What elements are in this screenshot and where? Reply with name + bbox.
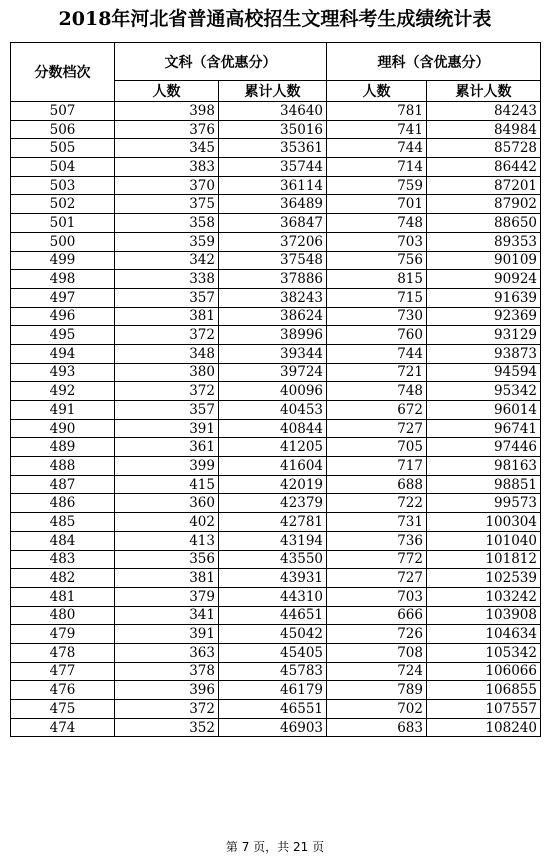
like-cumulative-cell: 108240 bbox=[427, 718, 541, 737]
wenke-count-cell: 413 bbox=[115, 531, 219, 550]
wenke-count-cell: 338 bbox=[115, 270, 219, 289]
like-count-cell: 703 bbox=[327, 587, 427, 606]
wenke-cumulative-cell: 46551 bbox=[219, 700, 327, 719]
like-cumulative-cell: 101812 bbox=[427, 550, 541, 569]
wenke-count-cell: 348 bbox=[115, 344, 219, 363]
score-cell: 490 bbox=[11, 419, 115, 438]
score-cell: 484 bbox=[11, 531, 115, 550]
table-row bbox=[11, 270, 541, 289]
score-cell: 497 bbox=[11, 288, 115, 307]
wenke-count-cell: 381 bbox=[115, 569, 219, 588]
score-cell: 504 bbox=[11, 158, 115, 177]
score-cell: 502 bbox=[11, 195, 115, 214]
table-row bbox=[11, 326, 541, 345]
table-row bbox=[11, 139, 541, 158]
score-cell: 486 bbox=[11, 494, 115, 513]
table-row bbox=[11, 550, 541, 569]
wenke-cumulative-cell: 44651 bbox=[219, 606, 327, 625]
wenke-count-cell: 361 bbox=[115, 438, 219, 457]
wenke-cumulative-cell: 37548 bbox=[219, 251, 327, 270]
like-count-cell: 688 bbox=[327, 475, 427, 494]
header-like-cumulative: 累计人数 bbox=[427, 81, 541, 102]
like-count-cell: 789 bbox=[327, 681, 427, 700]
page-footer: 第 7 页，共 21 页 bbox=[225, 840, 325, 854]
wenke-cumulative-cell: 38243 bbox=[219, 288, 327, 307]
wenke-cumulative-cell: 36114 bbox=[219, 176, 327, 195]
like-count-cell: 705 bbox=[327, 438, 427, 457]
table-row bbox=[11, 531, 541, 550]
score-cell: 493 bbox=[11, 363, 115, 382]
score-cell: 477 bbox=[11, 662, 115, 681]
wenke-count-cell: 341 bbox=[115, 606, 219, 625]
like-cumulative-cell: 107557 bbox=[427, 700, 541, 719]
wenke-cumulative-cell: 43931 bbox=[219, 569, 327, 588]
table-row bbox=[11, 625, 541, 644]
wenke-cumulative-cell: 35744 bbox=[219, 158, 327, 177]
wenke-cumulative-cell: 37206 bbox=[219, 232, 327, 251]
like-cumulative-cell: 90109 bbox=[427, 251, 541, 270]
table-row bbox=[11, 195, 541, 214]
table-row bbox=[11, 176, 541, 195]
like-count-cell: 722 bbox=[327, 494, 427, 513]
score-cell: 495 bbox=[11, 326, 115, 345]
like-count-cell: 748 bbox=[327, 214, 427, 233]
table-row bbox=[11, 419, 541, 438]
wenke-cumulative-cell: 41205 bbox=[219, 438, 327, 457]
table-row bbox=[11, 494, 541, 513]
wenke-cumulative-cell: 35361 bbox=[219, 139, 327, 158]
like-count-cell: 703 bbox=[327, 232, 427, 251]
table-row bbox=[11, 700, 541, 719]
like-count-cell: 721 bbox=[327, 363, 427, 382]
score-cell: 488 bbox=[11, 457, 115, 476]
table-row bbox=[11, 643, 541, 662]
like-count-cell: 741 bbox=[327, 120, 427, 139]
wenke-count-cell: 391 bbox=[115, 419, 219, 438]
like-cumulative-cell: 86442 bbox=[427, 158, 541, 177]
wenke-count-cell: 372 bbox=[115, 700, 219, 719]
table-row bbox=[11, 214, 541, 233]
score-cell: 494 bbox=[11, 344, 115, 363]
header-wenke: 文科（含优惠分） bbox=[115, 43, 327, 81]
score-cell: 492 bbox=[11, 382, 115, 401]
like-cumulative-cell: 89353 bbox=[427, 232, 541, 251]
wenke-count-cell: 379 bbox=[115, 587, 219, 606]
wenke-cumulative-cell: 42379 bbox=[219, 494, 327, 513]
like-cumulative-cell: 87902 bbox=[427, 195, 541, 214]
table-row bbox=[11, 344, 541, 363]
score-cell: 496 bbox=[11, 307, 115, 326]
wenke-count-cell: 358 bbox=[115, 214, 219, 233]
wenke-cumulative-cell: 40096 bbox=[219, 382, 327, 401]
like-count-cell: 715 bbox=[327, 288, 427, 307]
score-cell: 505 bbox=[11, 139, 115, 158]
wenke-count-cell: 372 bbox=[115, 326, 219, 345]
wenke-cumulative-cell: 45783 bbox=[219, 662, 327, 681]
like-cumulative-cell: 90924 bbox=[427, 270, 541, 289]
page-title: 2018年河北省普通高校招生文理科考生成绩统计表 bbox=[58, 8, 492, 30]
like-count-cell: 748 bbox=[327, 382, 427, 401]
like-count-cell: 772 bbox=[327, 550, 427, 569]
like-count-cell: 717 bbox=[327, 457, 427, 476]
table-row bbox=[11, 475, 541, 494]
table-row bbox=[11, 457, 541, 476]
like-count-cell: 744 bbox=[327, 344, 427, 363]
table-row bbox=[11, 587, 541, 606]
table-row bbox=[11, 120, 541, 139]
like-cumulative-cell: 85728 bbox=[427, 139, 541, 158]
wenke-count-cell: 380 bbox=[115, 363, 219, 382]
like-cumulative-cell: 96014 bbox=[427, 401, 541, 420]
table-row bbox=[11, 606, 541, 625]
like-cumulative-cell: 104634 bbox=[427, 625, 541, 644]
like-cumulative-cell: 97446 bbox=[427, 438, 541, 457]
wenke-cumulative-cell: 39724 bbox=[219, 363, 327, 382]
score-cell: 491 bbox=[11, 401, 115, 420]
table-row bbox=[11, 513, 541, 532]
like-cumulative-cell: 106855 bbox=[427, 681, 541, 700]
like-count-cell: 714 bbox=[327, 158, 427, 177]
table-row bbox=[11, 251, 541, 270]
wenke-cumulative-cell: 46179 bbox=[219, 681, 327, 700]
wenke-count-cell: 376 bbox=[115, 120, 219, 139]
score-cell: 507 bbox=[11, 102, 115, 121]
score-cell: 506 bbox=[11, 120, 115, 139]
score-cell: 485 bbox=[11, 513, 115, 532]
wenke-count-cell: 372 bbox=[115, 382, 219, 401]
score-cell: 482 bbox=[11, 569, 115, 588]
wenke-cumulative-cell: 45042 bbox=[219, 625, 327, 644]
like-cumulative-cell: 93873 bbox=[427, 344, 541, 363]
wenke-count-cell: 375 bbox=[115, 195, 219, 214]
like-count-cell: 672 bbox=[327, 401, 427, 420]
wenke-count-cell: 370 bbox=[115, 176, 219, 195]
like-cumulative-cell: 96741 bbox=[427, 419, 541, 438]
wenke-cumulative-cell: 41604 bbox=[219, 457, 327, 476]
wenke-count-cell: 378 bbox=[115, 662, 219, 681]
score-cell: 503 bbox=[11, 176, 115, 195]
like-cumulative-cell: 98851 bbox=[427, 475, 541, 494]
table-row bbox=[11, 158, 541, 177]
wenke-count-cell: 359 bbox=[115, 232, 219, 251]
like-count-cell: 744 bbox=[327, 139, 427, 158]
wenke-count-cell: 356 bbox=[115, 550, 219, 569]
wenke-count-cell: 381 bbox=[115, 307, 219, 326]
score-statistics-table bbox=[10, 42, 541, 737]
wenke-cumulative-cell: 46903 bbox=[219, 718, 327, 737]
header-like: 理科（含优惠分） bbox=[327, 43, 541, 81]
score-cell: 501 bbox=[11, 214, 115, 233]
wenke-cumulative-cell: 36489 bbox=[219, 195, 327, 214]
like-cumulative-cell: 84243 bbox=[427, 102, 541, 121]
wenke-cumulative-cell: 42781 bbox=[219, 513, 327, 532]
wenke-cumulative-cell: 39344 bbox=[219, 344, 327, 363]
like-count-cell: 815 bbox=[327, 270, 427, 289]
like-count-cell: 727 bbox=[327, 569, 427, 588]
score-cell: 489 bbox=[11, 438, 115, 457]
like-cumulative-cell: 95342 bbox=[427, 382, 541, 401]
like-count-cell: 781 bbox=[327, 102, 427, 121]
like-cumulative-cell: 92369 bbox=[427, 307, 541, 326]
score-cell: 499 bbox=[11, 251, 115, 270]
wenke-cumulative-cell: 42019 bbox=[219, 475, 327, 494]
header-wenke-cumulative: 累计人数 bbox=[219, 81, 327, 102]
table-row bbox=[11, 662, 541, 681]
like-count-cell: 727 bbox=[327, 419, 427, 438]
wenke-count-cell: 383 bbox=[115, 158, 219, 177]
like-count-cell: 759 bbox=[327, 176, 427, 195]
like-count-cell: 724 bbox=[327, 662, 427, 681]
wenke-cumulative-cell: 38996 bbox=[219, 326, 327, 345]
like-count-cell: 702 bbox=[327, 700, 427, 719]
like-count-cell: 736 bbox=[327, 531, 427, 550]
wenke-cumulative-cell: 43550 bbox=[219, 550, 327, 569]
wenke-count-cell: 363 bbox=[115, 643, 219, 662]
like-cumulative-cell: 87201 bbox=[427, 176, 541, 195]
wenke-cumulative-cell: 37886 bbox=[219, 270, 327, 289]
wenke-count-cell: 391 bbox=[115, 625, 219, 644]
wenke-count-cell: 415 bbox=[115, 475, 219, 494]
score-cell: 478 bbox=[11, 643, 115, 662]
like-cumulative-cell: 84984 bbox=[427, 120, 541, 139]
table-row bbox=[11, 401, 541, 420]
table-row bbox=[11, 718, 541, 737]
wenke-count-cell: 342 bbox=[115, 251, 219, 270]
score-cell: 487 bbox=[11, 475, 115, 494]
like-cumulative-cell: 93129 bbox=[427, 326, 541, 345]
score-cell: 479 bbox=[11, 625, 115, 644]
table-row bbox=[11, 382, 541, 401]
header-like-count: 人数 bbox=[327, 81, 427, 102]
like-count-cell: 760 bbox=[327, 326, 427, 345]
wenke-cumulative-cell: 40453 bbox=[219, 401, 327, 420]
like-count-cell: 701 bbox=[327, 195, 427, 214]
score-cell: 475 bbox=[11, 700, 115, 719]
table-row bbox=[11, 438, 541, 457]
wenke-cumulative-cell: 36847 bbox=[219, 214, 327, 233]
like-count-cell: 730 bbox=[327, 307, 427, 326]
like-cumulative-cell: 105342 bbox=[427, 643, 541, 662]
like-count-cell: 756 bbox=[327, 251, 427, 270]
wenke-cumulative-cell: 45405 bbox=[219, 643, 327, 662]
like-count-cell: 666 bbox=[327, 606, 427, 625]
table-row bbox=[11, 569, 541, 588]
wenke-count-cell: 352 bbox=[115, 718, 219, 737]
score-cell: 481 bbox=[11, 587, 115, 606]
score-cell: 500 bbox=[11, 232, 115, 251]
wenke-count-cell: 398 bbox=[115, 102, 219, 121]
like-cumulative-cell: 99573 bbox=[427, 494, 541, 513]
wenke-count-cell: 396 bbox=[115, 681, 219, 700]
wenke-cumulative-cell: 43194 bbox=[219, 531, 327, 550]
like-count-cell: 731 bbox=[327, 513, 427, 532]
table-row bbox=[11, 232, 541, 251]
table-row bbox=[11, 307, 541, 326]
like-cumulative-cell: 88650 bbox=[427, 214, 541, 233]
table-row bbox=[11, 102, 541, 121]
like-cumulative-cell: 106066 bbox=[427, 662, 541, 681]
table-row bbox=[11, 363, 541, 382]
like-cumulative-cell: 94594 bbox=[427, 363, 541, 382]
wenke-cumulative-cell: 34640 bbox=[219, 102, 327, 121]
wenke-cumulative-cell: 38624 bbox=[219, 307, 327, 326]
like-cumulative-cell: 101040 bbox=[427, 531, 541, 550]
wenke-cumulative-cell: 40844 bbox=[219, 419, 327, 438]
header-score-band: 分数档次 bbox=[11, 43, 115, 102]
like-count-cell: 683 bbox=[327, 718, 427, 737]
wenke-cumulative-cell: 44310 bbox=[219, 587, 327, 606]
wenke-count-cell: 360 bbox=[115, 494, 219, 513]
score-cell: 498 bbox=[11, 270, 115, 289]
like-cumulative-cell: 102539 bbox=[427, 569, 541, 588]
like-cumulative-cell: 103908 bbox=[427, 606, 541, 625]
like-count-cell: 708 bbox=[327, 643, 427, 662]
like-cumulative-cell: 103242 bbox=[427, 587, 541, 606]
wenke-count-cell: 357 bbox=[115, 288, 219, 307]
score-cell: 474 bbox=[11, 718, 115, 737]
like-cumulative-cell: 100304 bbox=[427, 513, 541, 532]
wenke-cumulative-cell: 35016 bbox=[219, 120, 327, 139]
wenke-count-cell: 402 bbox=[115, 513, 219, 532]
table-row bbox=[11, 288, 541, 307]
wenke-count-cell: 345 bbox=[115, 139, 219, 158]
header-wenke-count: 人数 bbox=[115, 81, 219, 102]
score-cell: 483 bbox=[11, 550, 115, 569]
wenke-count-cell: 357 bbox=[115, 401, 219, 420]
table-body bbox=[11, 102, 541, 737]
wenke-count-cell: 399 bbox=[115, 457, 219, 476]
score-cell: 480 bbox=[11, 606, 115, 625]
like-count-cell: 726 bbox=[327, 625, 427, 644]
table-row bbox=[11, 681, 541, 700]
score-cell: 476 bbox=[11, 681, 115, 700]
like-cumulative-cell: 98163 bbox=[427, 457, 541, 476]
like-cumulative-cell: 91639 bbox=[427, 288, 541, 307]
